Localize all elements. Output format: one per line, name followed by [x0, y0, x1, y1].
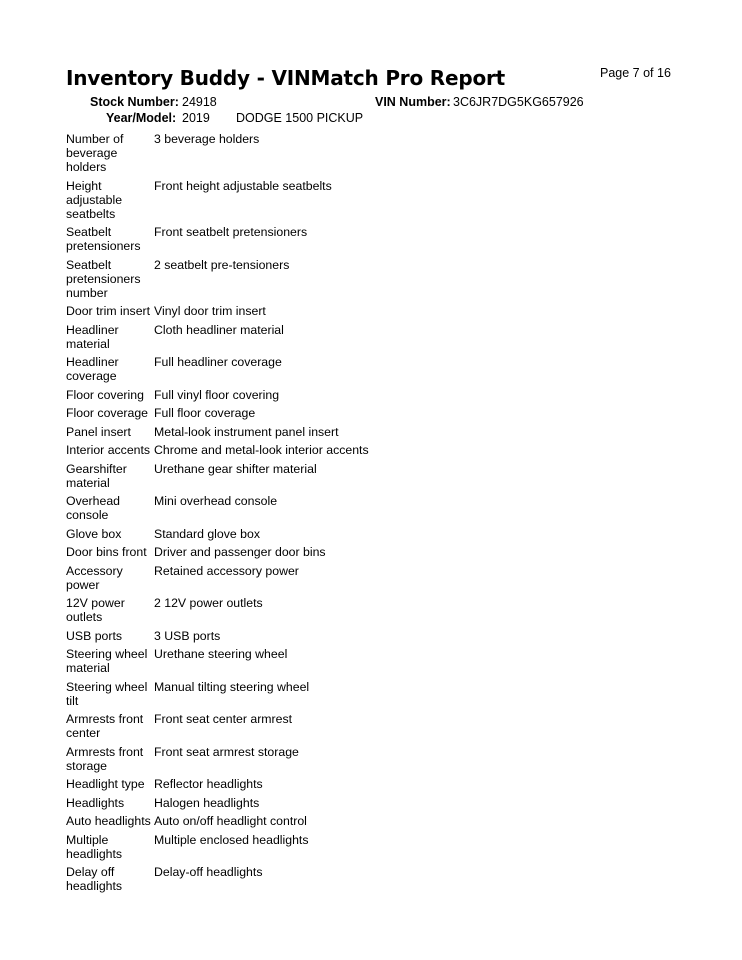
spec-label: Steering wheel tilt	[66, 679, 148, 708]
spec-table-body	[66, 132, 369, 898]
stock-number-value: 24918	[182, 95, 217, 109]
spec-value: Cloth headliner material	[154, 322, 284, 337]
report-title: Inventory Buddy - VINMatch Pro Report	[66, 66, 506, 90]
spec-label: Interior accents	[66, 443, 151, 457]
spec-row	[66, 647, 369, 680]
page-number: Page 7 of 16	[600, 66, 671, 80]
spec-label: Auto headlights	[66, 814, 151, 828]
spec-label: Armrests front storage	[66, 744, 144, 773]
spec-label: Headlight type	[66, 777, 145, 791]
spec-row	[66, 796, 369, 815]
spec-value: 2 12V power outlets	[154, 596, 263, 610]
spec-value: Auto on/off headlight control	[154, 814, 307, 828]
spec-label: Floor coverage	[66, 406, 149, 420]
spec-label: Headliner coverage	[66, 355, 119, 383]
spec-row	[66, 388, 369, 407]
spec-row	[66, 225, 369, 258]
spec-label: Gearshifter material	[66, 461, 127, 490]
model-value: DODGE 1500 PICKUP	[236, 111, 364, 125]
spec-row	[66, 865, 369, 898]
spec-row	[66, 545, 369, 564]
spec-value: Reflector headlights	[154, 777, 263, 791]
spec-label: Panel insert	[66, 424, 131, 439]
spec-label: Armrests front center	[66, 712, 144, 740]
spec-row	[66, 132, 369, 179]
year-model-label: Year/Model:	[106, 111, 177, 125]
spec-label: Glove box	[66, 526, 122, 541]
spec-value: Manual tilting steering wheel	[154, 679, 310, 694]
spec-row	[66, 680, 369, 713]
spec-label: Seatbelt pretensioners	[66, 225, 141, 253]
vin-number-value: 3C6JR7DG5KG657926	[453, 95, 584, 109]
spec-value: Driver and passenger door bins	[154, 545, 326, 559]
spec-label: Door trim insert	[66, 304, 151, 318]
spec-value: Multiple enclosed headlights	[154, 832, 309, 847]
spec-table	[66, 132, 369, 898]
spec-row	[66, 777, 369, 796]
spec-value: Vinyl door trim insert	[154, 304, 266, 318]
spec-value: Halogen headlights	[154, 795, 260, 810]
spec-value: Full headliner coverage	[154, 355, 282, 369]
spec-row	[66, 323, 369, 356]
spec-label: Headlights	[66, 795, 125, 810]
spec-value: Standard glove box	[154, 526, 260, 541]
spec-label: Door bins front	[66, 545, 147, 559]
spec-row	[66, 179, 369, 226]
spec-row	[66, 304, 369, 323]
spec-value: Front seat center armrest	[154, 712, 293, 726]
spec-value: Full floor coverage	[154, 406, 256, 420]
spec-row	[66, 462, 369, 495]
spec-label: Steering wheel material	[66, 647, 148, 675]
spec-row	[66, 494, 369, 527]
spec-value: Delay-off headlights	[154, 865, 263, 879]
spec-row	[66, 814, 369, 833]
spec-label: USB ports	[66, 628, 123, 643]
year-value: 2019	[182, 111, 210, 125]
spec-row	[66, 596, 369, 629]
stock-number-label: Stock Number:	[90, 95, 179, 109]
spec-label: Floor covering	[66, 387, 144, 402]
spec-row	[66, 406, 369, 425]
spec-value: Metal-look instrument panel insert	[154, 424, 339, 439]
spec-value: 3 beverage holders	[154, 132, 260, 146]
spec-value: Retained accessory power	[154, 563, 299, 578]
spec-label: 12V power outlets	[66, 596, 125, 624]
spec-row	[66, 443, 369, 462]
spec-value: Front seatbelt pretensioners	[154, 225, 308, 239]
spec-value: Chrome and metal-look interior accents	[154, 443, 369, 457]
spec-label: Number of beverage holders	[66, 132, 124, 174]
spec-row	[66, 527, 369, 546]
spec-label: Headliner material	[66, 322, 119, 351]
spec-value: Full vinyl floor covering	[154, 387, 280, 402]
spec-row	[66, 629, 369, 648]
spec-label: Height adjustable seatbelts	[66, 178, 123, 221]
spec-label: Overhead console	[66, 494, 121, 522]
spec-label: Delay off headlights	[66, 865, 123, 893]
spec-value: Mini overhead console	[154, 494, 278, 508]
spec-value: Front height adjustable seatbelts	[154, 178, 332, 193]
spec-value: Urethane gear shifter material	[154, 461, 317, 476]
spec-row	[66, 425, 369, 444]
spec-row	[66, 355, 369, 388]
spec-row	[66, 745, 369, 778]
spec-label: Seatbelt pretensioners number	[66, 257, 141, 300]
spec-row	[66, 258, 369, 305]
spec-label: Accessory power	[66, 563, 123, 592]
spec-row	[66, 833, 369, 866]
vin-number-label: VIN Number:	[375, 95, 451, 109]
spec-label: Multiple headlights	[66, 832, 123, 861]
spec-value: 2 seatbelt pre-tensioners	[154, 257, 290, 272]
spec-value: 3 USB ports	[154, 628, 221, 643]
spec-row	[66, 564, 369, 597]
spec-value: Front seat armrest storage	[154, 744, 299, 759]
spec-row	[66, 712, 369, 745]
spec-value: Urethane steering wheel	[154, 647, 288, 661]
